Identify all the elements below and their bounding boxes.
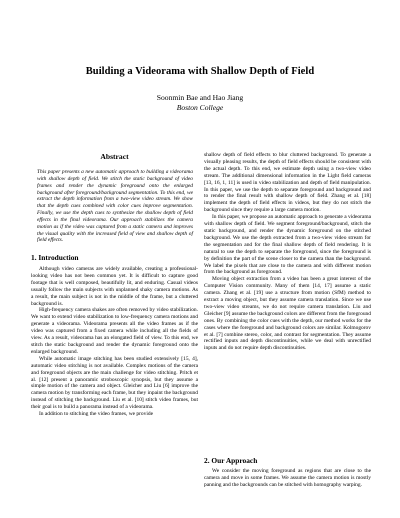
approach-paragraph-1: We consider the moving foreground as regions that are close to the camera and move in some frames. We assume the camera motion is mostly panning and the backgrounds can be stitched with homography warping. (204, 468, 371, 488)
right-column-body (204, 152, 371, 352)
paper-authors: Soonmin Bae and Hao Jiang (156, 93, 244, 102)
abstract-text: This paper presents a new automatic approach to building a videorama with shallow depth of field. We stitch the static background of video frames and render the dynamic foreground onto the enlarged background after foreground/background segmentation. To this end, we extract the depth information from a two-view video stream. We show that the depth cues combined with color cues improve segmentation. Finally, we use the depth cues to synthesize the shallow depth of field effects in the final videorama. Our approach stabilizes the camera motion as if the video was captured from a static camera and improves the visual quality with the increased field of view and shallow depth of field effects. (37, 169, 193, 244)
intro-paragraph-1: Although video cameras are widely available, creating a professional-looking video has not been common yet. It is difficult to capture good footage that is well composed, beautifully lit, and enduring. Casual videos usually follow the main subjects with unplanned shaky camera motions. As a result, the main subject is not in the middle of the frame, but a cluttered background is. (31, 266, 198, 307)
intro-paragraph-2: High-frequency camera shakes are often removed by video stabilization. We want to extend video stabilization to low-frequency camera motions and generate a videorama. Videorama presents all the video frames as if the video was captured from a fixed camera while including all the fields of view. As a result, videorama has an elongated field of view. To this end, we stitch the static background and render the dynamic foreground onto the enlarged background. (31, 307, 198, 355)
right-paragraph-1: shallow depth of field effects to blur cluttered background. To generate a visually pleasing results, the depth of field effects should be consistent with the actual depth. To this end, we estimate depth using a two-view video stream. The additional dimensional information in the Light field cameras [13, 16, 1, 11] is used in video stabilization and depth of field manipulation. In this paper, we use the depth to separate foreground and background and to render the final result with shallow depth of field. Zhang et al. [18] implement the depth of field effects in videos, but they do not stitch the background since they require a large camera motion. (204, 152, 371, 214)
approach-body (204, 468, 371, 489)
right-paragraph-3: Moving object extraction from a video has been a great interest of the Computer Vision community. Many of them [14, 17] assume a static camera. Zhang et al. [19] use a structure from motion (SfM) method to extract a moving object, but they assume camera translation. Since we use two-view video streams, we do not require camera translation. Liu and Gleicher [9] assume the background colors are different from the foreground ones. By combining the color cues with the depth, our method works for the cases where the foreground and background colors are similar. Kolmogorov et al. [7] combine stereo, color, and contrast for segmentation. They assume rectified inputs and depth discontinuities, while we deal with unrectified inputs and do not require depth discontinuities. (204, 276, 371, 352)
introduction-body (31, 266, 198, 418)
introduction-heading: 1. Introduction (31, 253, 79, 262)
paper-title: Building a Videorama with Shallow Depth of Field (85, 66, 315, 77)
abstract-heading: Abstract (100, 152, 129, 161)
intro-paragraph-3: While automatic image stitching has been studied extensively [15, 4], automatic video stitching is not available. Complex motions of the camera and foreground objects are the main challenge for video stitching. Pritch et al. [12] present a panoramic stroboscopic synopsis, but they assume a simple motion of the camera and object. Gleicher and Liu [6] improve the camera motion by transforming each frame, but they inpaint the background instead of stitching the background. Liu et al. [10] stitch video frames, but their goal is to build a panorama instead of a videorama. (31, 355, 198, 411)
approach-heading: 2. Our Approach (204, 456, 258, 465)
intro-paragraph-4: In addition to stitching the video frames, we provide (39, 411, 154, 418)
right-paragraph-2: In this paper, we propose an automatic approach to generate a videorama with shallow depth of field. We segment foreground/background, stitch the static background, and render the dynamic foreground on the stitched background. We use the depth extracted from a two-view video stream for the segmentation and for the final shallow depth of field rendering. It is natural to use the depth to separate the foreground, since the foreground is by definition the part of the scene closer to the camera than the background. We label the pixels that are close to the camera and with different motion from the background as foreground. (204, 214, 371, 276)
paper-affiliation: Boston College (176, 103, 224, 112)
